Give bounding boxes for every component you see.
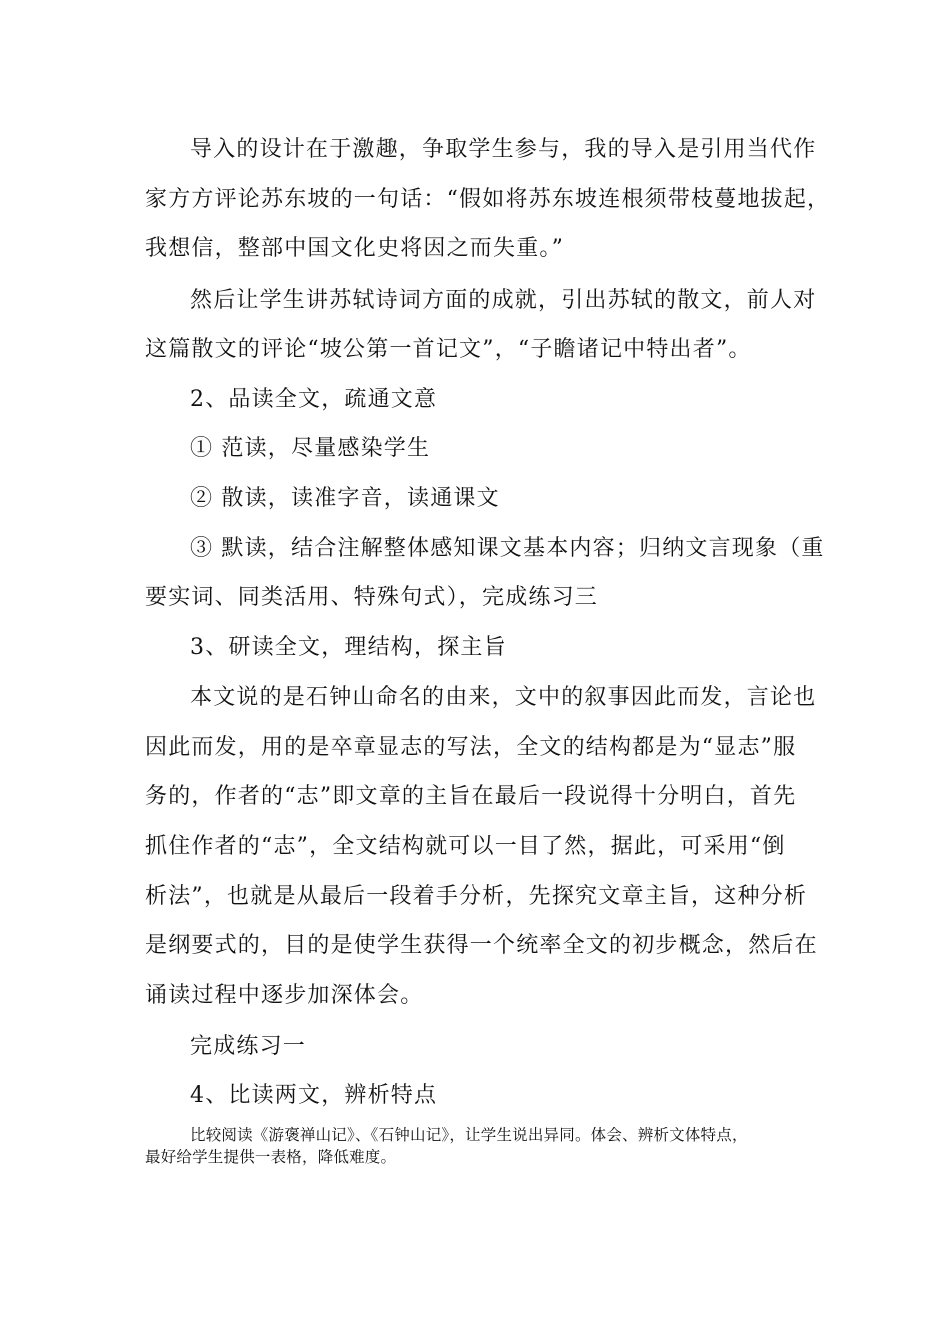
paragraph-line: 要实词、同类活用、特殊句式），完成练习三: [145, 585, 599, 610]
paragraph-line: 析法”，也就是从最后一段着手分析，先探究文章主旨，这种分析: [145, 884, 808, 909]
list-item: ② 散读，读准字音，读通课文: [190, 486, 500, 511]
paragraph-line: 抓住作者的“志”，全文结构就可以一目了然，据此，可采用“倒: [145, 834, 786, 859]
list-item: ① 范读，尽量感染学生: [190, 436, 431, 461]
paragraph-line: 这篇散文的评论“坡公第一首记文”，“子瞻诸记中特出者”。: [145, 337, 752, 362]
paragraph-line: 我想信，整部中国文化史将因之而失重。”: [145, 236, 565, 261]
note-line: 比较阅读《游褒禅山记》、《石钟山记》，让学生说出异同。体会、辨析文体特点，: [190, 1126, 748, 1144]
paragraph-line: 导入的设计在于激趣，争取学生参与，我的导入是引用当代作: [190, 137, 817, 162]
section-heading: 2、品读全文，疏通文意: [190, 387, 438, 412]
section-heading: 3、研读全文，理结构，探主旨: [190, 635, 507, 660]
paragraph-line: 诵读过程中逐步加深体会。: [145, 983, 424, 1008]
note-line: 最好给学生提供一表格，降低难度。: [145, 1148, 397, 1166]
paragraph-line: 然后让学生讲苏轼诗词方面的成就，引出苏轼的散文，前人对: [190, 288, 817, 313]
paragraph-line: 完成练习一: [190, 1034, 307, 1059]
paragraph-line: 家方方评论苏东坡的一句话：“假如将苏东坡连根须带枝蔓地拔起，: [145, 187, 831, 212]
paragraph-line: 本文说的是石钟山命名的由来，文中的叙事因此而发，言论也: [190, 685, 817, 710]
paragraph-line: 务的，作者的“志”即文章的主旨在最后一段说得十分明白，首先: [145, 784, 797, 809]
paragraph-line: 因此而发，用的是卒章显志的写法，全文的结构都是为“显志”服: [145, 735, 797, 760]
section-heading: 4、比读两文，辨析特点: [190, 1083, 438, 1108]
paragraph-line: 是纲要式的，目的是使学生获得一个统率全文的初步概念，然后在: [145, 933, 818, 958]
list-item: ③ 默读，结合注解整体感知课文基本内容；归纳文言现象（重: [190, 536, 825, 561]
